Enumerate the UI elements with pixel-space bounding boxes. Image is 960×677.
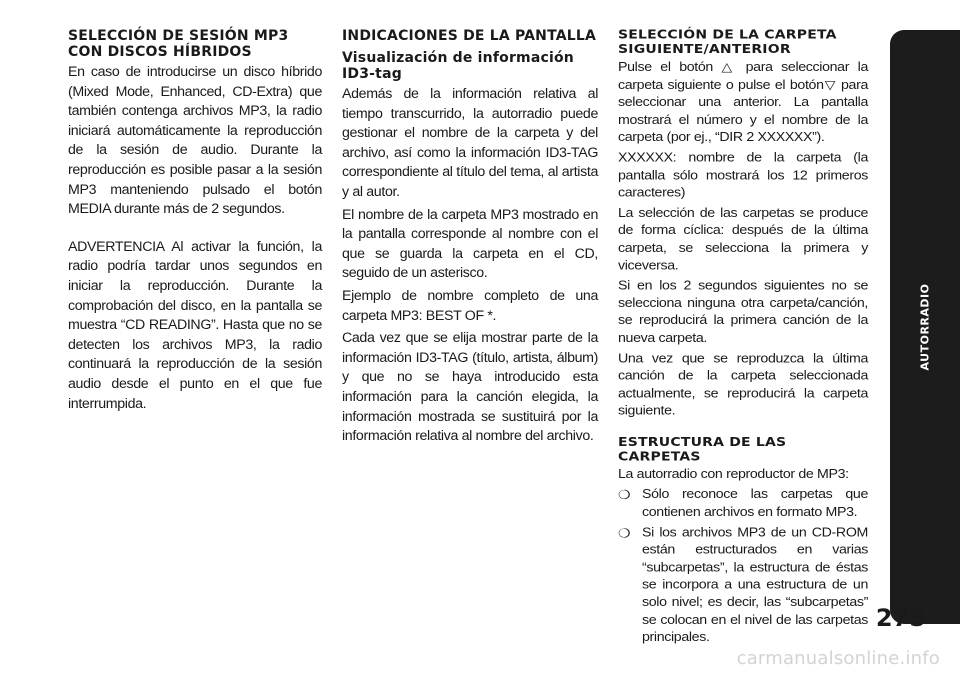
watermark: carmanualsonline.info [736, 648, 940, 669]
paragraph: La selección de las carpetas se produce de forma cíclica: después de la última carpeta, se selecciona la primera y viceversa. [618, 205, 868, 273]
paragraph: Si en los 2 segundos siguientes no se selecciona ninguna otra carpeta/canción, se reproducirá la primera canción de la nueva carpeta. [618, 278, 868, 346]
paragraph: Además de la información relativa al tiempo transcurrido, la autorradio puede gestionar el nombre de la carpeta y del archivo, así como la información ID3-TAG correspondiente al título del tema, al artista y al autor. [342, 86, 598, 200]
paragraph: XXXXXX: nombre de la carpeta (la pantalla sólo mostrará los 12 primeros caracteres) [618, 150, 868, 200]
paragraph: Una vez que se reproduzca la última canción de la carpeta seleccionada actualmente, se reproducirá la carpeta siguiente. [618, 351, 868, 419]
bullet-text: Sólo reconoce las carpetas que contienen archivos en formato MP3. [642, 487, 868, 520]
bullet-item [618, 487, 868, 522]
column-2 [342, 28, 598, 450]
paragraph: El nombre de la carpeta MP3 mostrado en la pantalla corresponde al nombre con el que se guarda la carpeta en el CD, seguido de un asterisco. [342, 206, 598, 282]
bullet-text: Si los archivos MP3 de un CD-ROM están estructurados en varias “subcarpetas”, la estructura de éstas se incorpora a una estructura de un solo nivel; es decir, las “subcarpetas” se colocan en el nivel de las carpetas principales. [642, 525, 868, 645]
bullet-item [618, 524, 868, 647]
paragraph: En caso de introducirse un disco híbrido (Mixed Mode, Enhanced, CD-Extra) que también contenga archivos MP3, la radio iniciará automáticamente la reproducción de la sesión de audio. Durante la reproducción es posible pasar a la sesión MP3 manteniendo pulsado el botón MEDIA durante más de 2 segundos. [68, 64, 322, 218]
column-3 [618, 28, 868, 650]
section-tab-label: AUTORRADIO [918, 283, 932, 371]
page-number: 275 [875, 604, 926, 632]
warning-paragraph: ADVERTENCIA Al activar la función, la radio podría tardar unos segundos en iniciar la reproducción. Durante la comprobación del disco, en la pantalla se muestra “CD READING”. Hasta que no se detecten los archivos MP3, la radio continuará la reproducción de la sesión audio desde el punto en el que fue interrumpida. [68, 238, 322, 412]
column-1 [68, 28, 322, 417]
circle-bullet-icon: ❍ [618, 487, 631, 502]
section-tab [890, 30, 960, 624]
paragraph: Pulse el botón △ para seleccionar la carpeta siguiente o pulse el botón▽ para seleccionar una anterior. La pantalla mostrará el número y el nombre de la carpeta (por ej., “DIR 2 XXXXXX”). [618, 60, 868, 145]
heading-display-indications: INDICACIONES DE LA PANTALLA [342, 28, 597, 44]
heading-folder-selection: SELECCIÓN DE LA CARPETA SIGUIENTE/ANTERIOR [618, 28, 837, 57]
paragraph: Cada vez que se elija mostrar parte de la información ID3-TAG (título, artista, álbum) y que no se haya introducido esta información para la canción elegida, la información mostrada se sustituirá por la información relativa al nombre del archivo. [342, 330, 598, 445]
subheading-id3-tag: Visualización de información ID3-tag [342, 50, 574, 82]
heading-mp3-session: SELECCIÓN DE SESIÓN MP3 CON DISCOS HÍBRIDOS [68, 28, 289, 60]
heading-folder-structure: ESTRUCTURA DE LAS CARPETAS [618, 435, 787, 464]
circle-bullet-icon: ❍ [618, 525, 631, 540]
paragraph: La autorradio con reproductor de MP3: [618, 467, 849, 482]
paragraph: Ejemplo de nombre completo de una carpeta MP3: BEST OF *. [342, 287, 598, 324]
